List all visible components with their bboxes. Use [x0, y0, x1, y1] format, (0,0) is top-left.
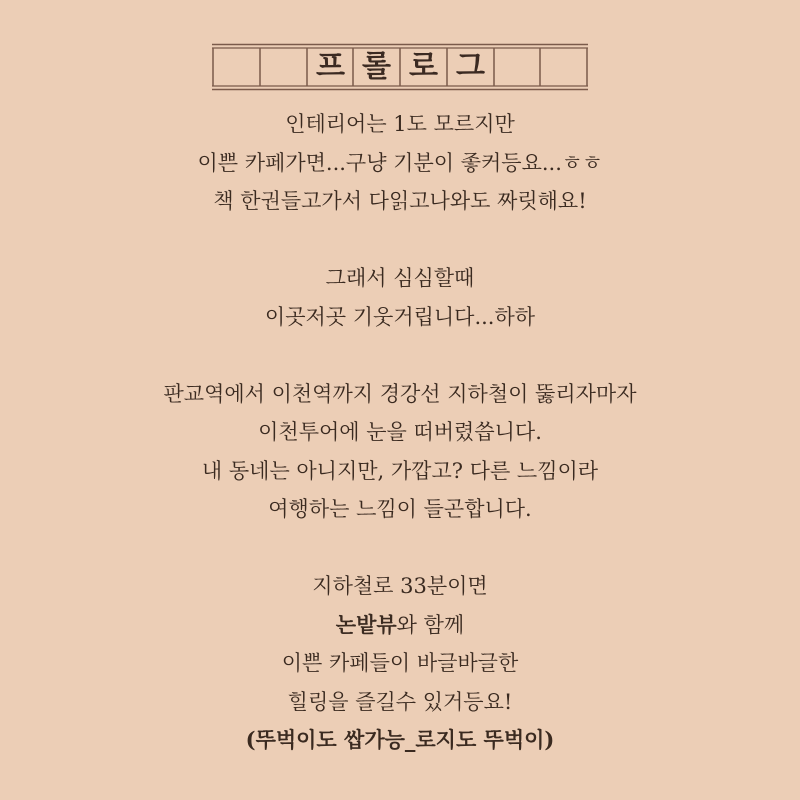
body-line: 이천투어에 눈을 떠버렸씁니다.	[258, 420, 542, 444]
prologue-body	[0, 105, 800, 760]
closing-line: (뚜벅이도 쌉가능_로지도 뚜벅이)	[245, 727, 555, 752]
highlight-word: 논밭뷰	[335, 611, 397, 637]
body-line: 이곳저곳 기웃거립니다...하하	[264, 304, 536, 329]
body-line: 여행하는 느낌이 들곤합니다.	[268, 497, 532, 521]
body-line: 힐링을 즐길수 있거등요!	[287, 689, 513, 714]
body-line: 그래서 심심할때	[325, 266, 475, 290]
paragraph-gap	[0, 221, 800, 260]
body-line: 이쁜 카페가면...구냥 기분이 좋커등요...ㅎㅎ	[197, 150, 603, 175]
prologue-title	[212, 43, 588, 91]
paragraph-gap	[0, 529, 800, 568]
body-line-with-highlight	[0, 606, 800, 645]
title-char-3: 로	[409, 49, 438, 84]
body-line: 판교역에서 이천역까지 경강선 지하철이 뚫리자마자	[163, 381, 637, 406]
body-line: 이쁜 카페들이 바글바글한	[281, 651, 519, 675]
title-char-1: 프	[316, 49, 345, 84]
body-line: 지하철로 33분이면	[312, 574, 488, 598]
title-char-2: 롤	[362, 49, 391, 84]
title-char-4: 그	[456, 49, 485, 84]
paragraph-gap	[0, 336, 800, 375]
body-line: 책 한권들고가서 다읽고나와도 짜릿해요!	[213, 189, 587, 213]
body-line: 내 동네는 아니지만, 가깝고? 다른 느낌이라	[201, 458, 599, 483]
body-line: 인테리어는 1도 모르지만	[285, 112, 515, 136]
body-line-rest: 와 함께	[396, 612, 465, 637]
